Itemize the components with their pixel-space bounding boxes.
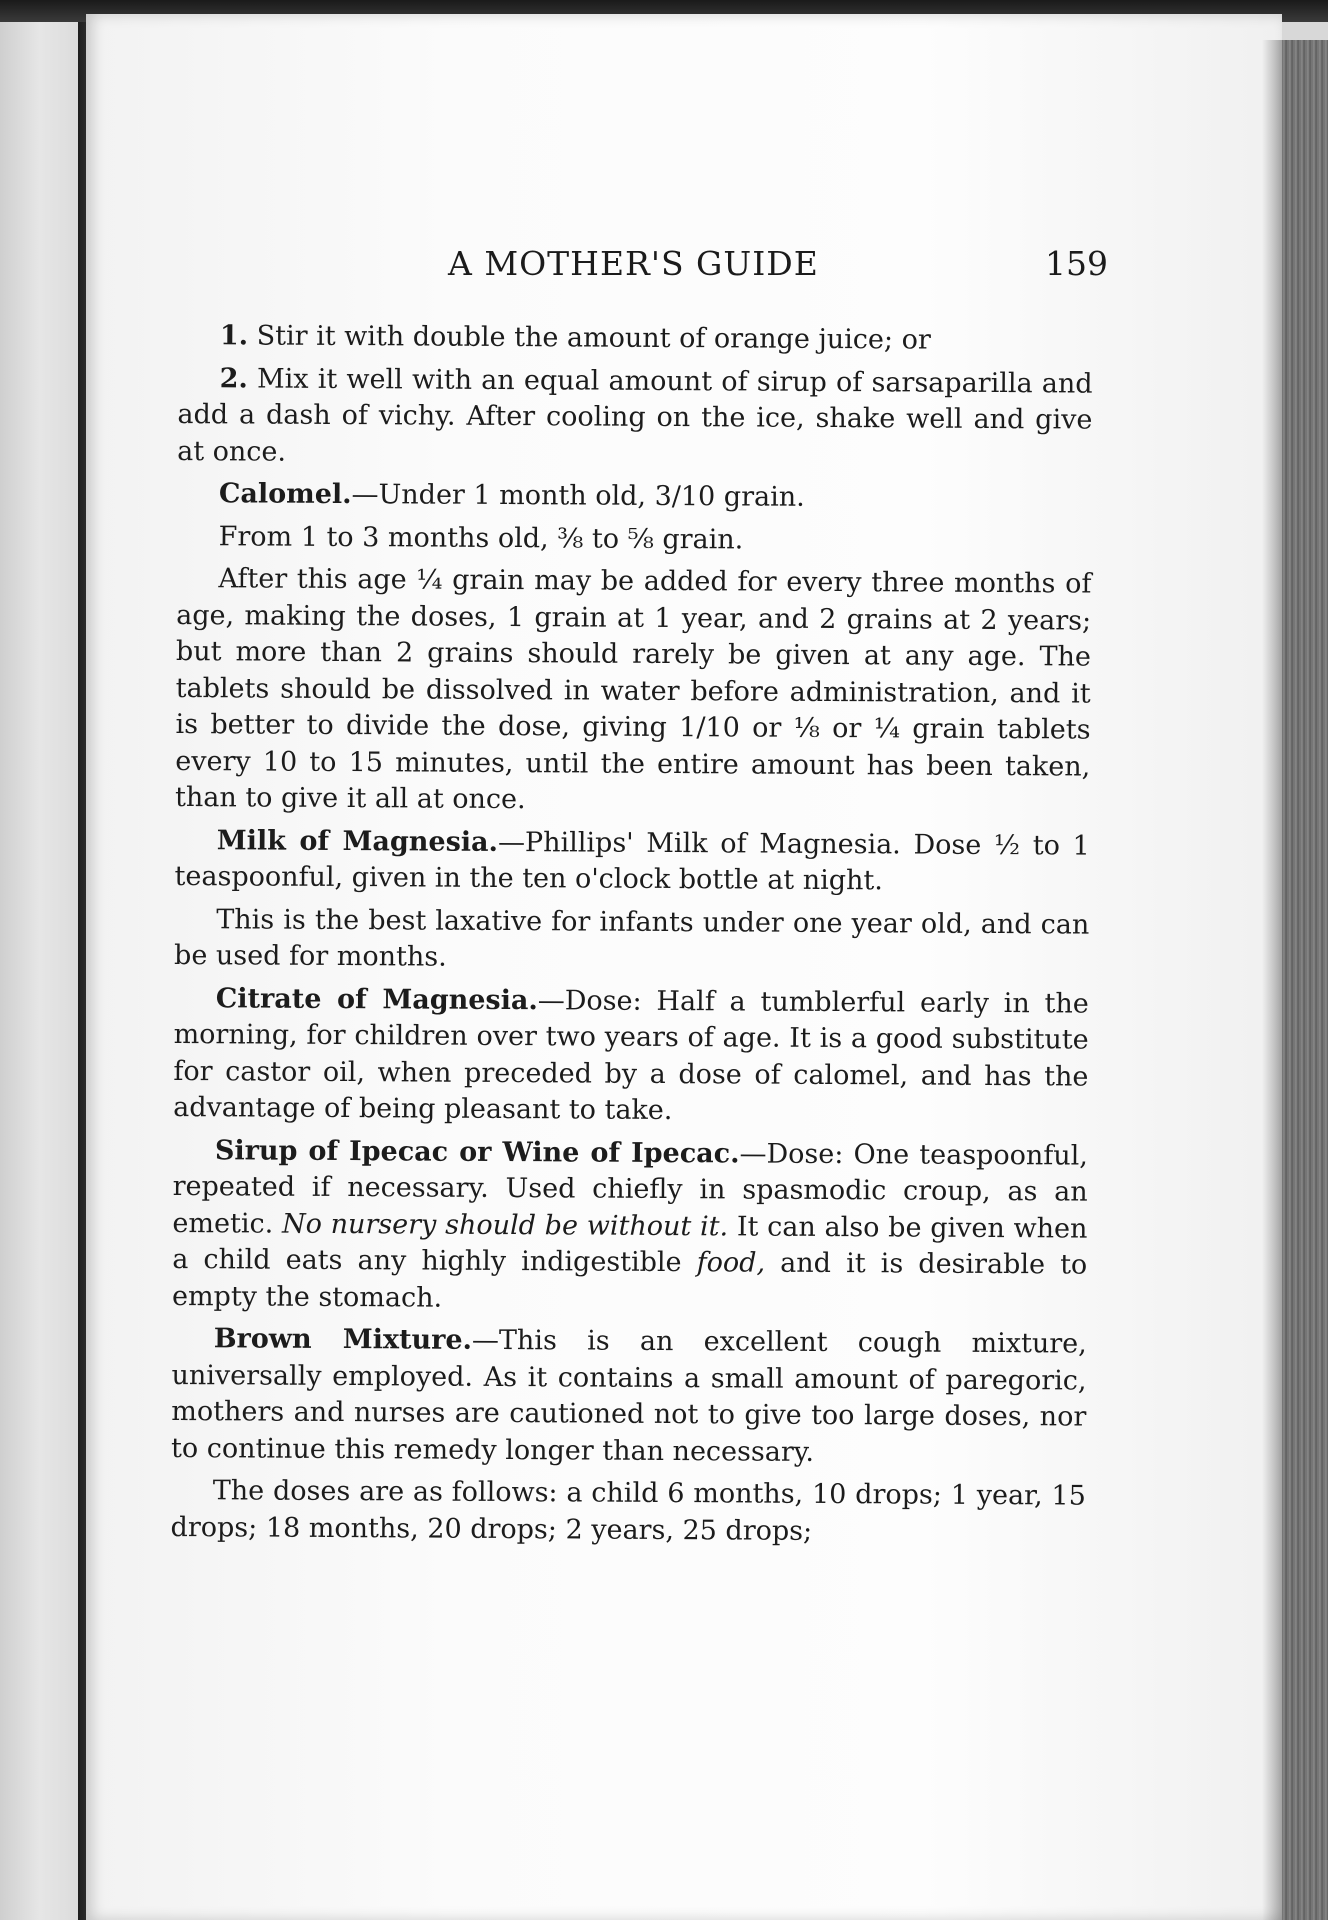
remedy-term: Sirup of Ipecac or Wine of Ipecac.: [214, 1134, 740, 1169]
list-number: 2.: [219, 362, 248, 394]
text-run: —This is an excellent cough mixture, universally employed. As it contains a small amount of paregoric, mothers and nurses are cautioned not to give too large doses, nor to continue this remedy longer than necessary.: [171, 1324, 1087, 1468]
italic-run: food,: [696, 1247, 766, 1279]
text-run: —Dose: One teaspoonful, repeated if necessary. Used chiefly in spasmodic croup, as an emetic.: [172, 1137, 1088, 1240]
remedy-term: Milk of Magnesia.: [216, 824, 499, 858]
page-edge-shade: [1262, 40, 1284, 1920]
text-run: —Under 1 month old, 3/10 grain.: [351, 479, 805, 513]
paragraph-milk-of-magnesia: [174, 822, 1089, 901]
text-run: —Dose: Half a tumblerful early in the morning, for children over two years of age. It is a good substitute for castor oil, when preceded by a dose of calomel, and has the advantage of being pleasant to take.: [173, 984, 1089, 1127]
text-run: This is the best laxative for infants under one year old, and can be used for months.: [174, 903, 1090, 973]
paragraph-citrate-of-magnesia: [173, 980, 1089, 1132]
page-header: [200, 240, 1108, 290]
list-number: 1.: [219, 320, 249, 352]
text-run: and it is desirable to empty the stomach.: [171, 1247, 1088, 1314]
italic-run: No nursery should be without it.: [281, 1208, 729, 1242]
paragraph-doses: [170, 1473, 1085, 1552]
paragraph: [177, 518, 1092, 560]
text-run: The doses are as follows: a child 6 months, 10 drops; 1 year, 15 drops; 18 months, 20 drops; 2 years, 25 drops;: [170, 1475, 1086, 1547]
page-number: 159: [1045, 244, 1108, 283]
text-run: Mix it well with an equal amount of sirup of sarsaparilla and add a dash of vichy. After cooling on the ice, shake well and give at once.: [177, 362, 1093, 468]
remedy-term: Citrate of Magnesia.: [215, 982, 538, 1016]
paragraph: [174, 901, 1089, 980]
paragraph: [177, 360, 1093, 475]
body-text: [170, 318, 1093, 1558]
text-run: Stir it with double the amount of orange juice; or: [247, 320, 931, 356]
paragraph: [178, 318, 1093, 360]
page-block-edge: [1282, 40, 1328, 1920]
paragraph-brown-mixture: [171, 1321, 1087, 1473]
text-run: From 1 to 3 months old, ⅜ to ⅝ grain.: [218, 520, 744, 555]
paragraph-ipecac: [172, 1132, 1088, 1320]
text-run: It can also be given when a child eats any highly indigestible: [172, 1210, 1088, 1279]
text-run: —Phillips' Milk of Magnesia. Dose ½ to 1 teaspoonful, given in the ten o'clock bottle at night.: [174, 826, 1090, 897]
text-run: After this age ¼ grain may be added for every three months of age, making the doses, 1 grain at 1 year, and 2 grains at 2 years; but more than 2 grains should rarely be given at any age. The tablets should be dissolved in water before administration, and it is better to divide the dose, giving 1/10 or ⅛ or ¼ grain tablets every 10 to 15 minutes, until the entire amount has been taken, than to give it all at once.: [174, 563, 1092, 816]
remedy-term: Calomel.: [218, 478, 352, 511]
remedy-term: Brown Mixture.: [213, 1323, 473, 1356]
running-head: A MOTHER'S GUIDE: [448, 244, 819, 283]
paragraph: [175, 561, 1092, 822]
paragraph-calomel: [177, 476, 1092, 518]
